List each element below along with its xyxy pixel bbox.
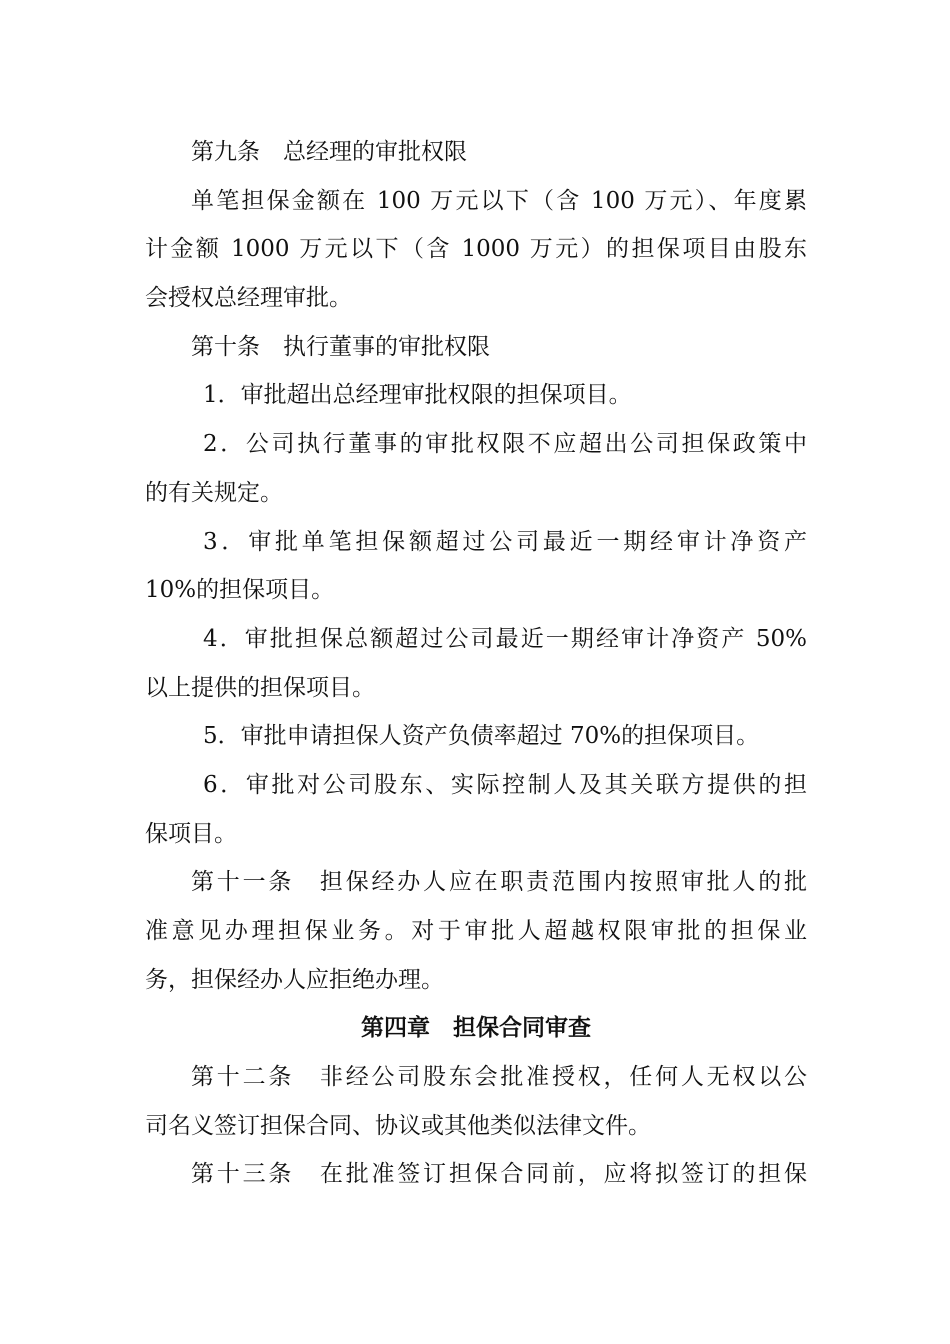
article-9-heading: 第九条 总经理的审批权限: [191, 139, 467, 165]
article-9-line-3: 会授权总经理审批。: [145, 285, 352, 312]
article-10-item-3-line-1: 3．审批单笔担保额超过公司最近一期经审计净资产: [203, 528, 807, 555]
article-10-item-2-line-2: 的有关规定。: [145, 479, 283, 506]
article-11-line-1: 第十一条 担保经办人应在职责范围内按照审批人的批: [191, 869, 807, 896]
article-10-item-1: 1．审批超出总经理审批权限的担保项目。: [203, 382, 632, 409]
article-9-line-2: 计金额 1000 万元以下（含 1000 万元）的担保项目由股东: [145, 236, 807, 263]
article-9-line-1: 单笔担保金额在 100 万元以下（含 100 万元）、年度累: [191, 187, 807, 214]
chapter-4-title: 第四章 担保合同审查: [361, 1015, 591, 1042]
article-11-line-2: 准意见办理担保业务。对于审批人超越权限审批的担保业: [145, 918, 807, 944]
article-10-item-6-line-2: 保项目。: [145, 820, 237, 847]
article-10-item-4-line-2: 以上提供的担保项目。: [145, 674, 375, 701]
article-10-item-3-line-2: 10%的担保项目。: [145, 577, 335, 604]
article-10-item-6-line-1: 6．审批对公司股东、实际控制人及其关联方提供的担: [203, 771, 807, 798]
article-12-line-2: 司名义签订担保合同、协议或其他类似法律文件。: [145, 1112, 651, 1139]
article-10-item-5: 5．审批申请担保人资产负债率超过 70%的担保项目。: [203, 723, 760, 750]
article-10-item-2-line-1: 2．公司执行董事的审批权限不应超出公司担保政策中: [203, 431, 807, 458]
article-11-line-3: 务，担保经办人应拒绝办理。: [145, 966, 444, 993]
document-body: [145, 128, 807, 1199]
article-10-item-4-line-1: 4．审批担保总额超过公司最近一期经审计净资产 50%: [203, 625, 807, 652]
article-10-heading: 第十条 执行董事的审批权限: [191, 333, 490, 360]
article-13-line-1: 第十三条 在批准签订担保合同前，应将拟签订的担保: [191, 1161, 807, 1188]
article-12-line-1: 第十二条 非经公司股东会批准授权，任何人无权以公: [191, 1064, 807, 1091]
